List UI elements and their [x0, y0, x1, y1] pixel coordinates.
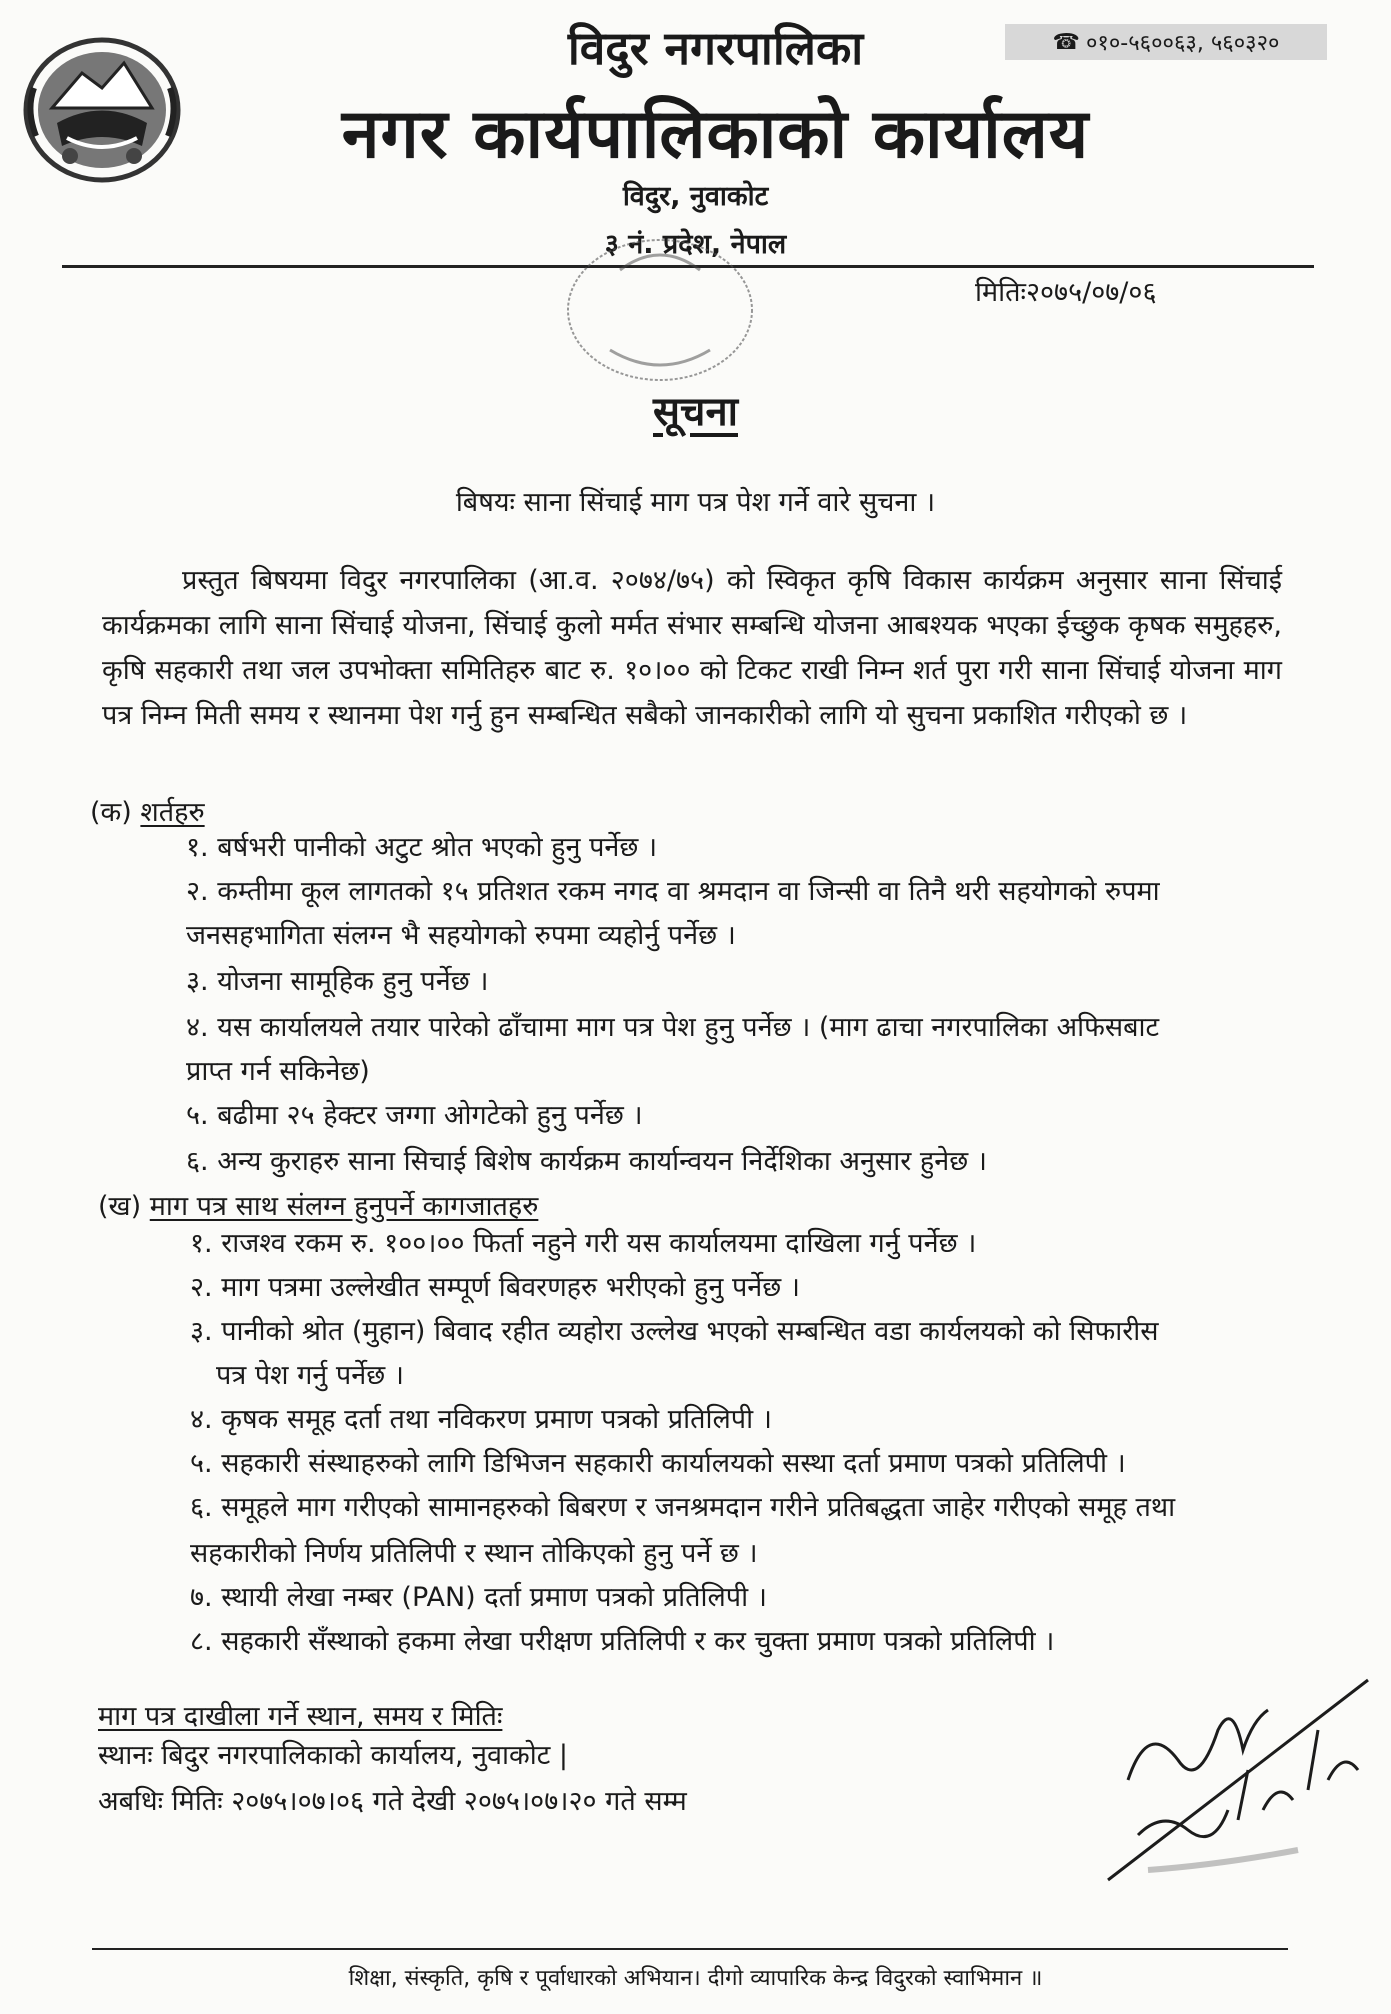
section-b-item: सहकारीको निर्णय प्रतिलिपी र स्थान तोकिएको हुनु पर्ने छ । [190, 1538, 758, 1569]
handwritten-signature [1068, 1660, 1391, 1920]
section-b-item: ३. पानीको श्रोत (मुहान) बिवाद रहीत व्यहोरा उल्लेख भएको सम्बन्धित वडा कार्यलयको को सिफारीस [190, 1316, 1159, 1347]
submission-title: माग पत्र दाखीला गर्ने स्थान, समय र मितिः [98, 1701, 503, 1732]
footer-slogan: शिक्षा, संस्कृति, कृषि र पूर्वाधारको अभियान। दीगो व्यापारिक केन्द्र विदुरको स्वाभिमान ॥ [348, 1966, 1043, 1991]
section-b-item: ७. स्थायी लेखा नम्बर (PAN) दर्ता प्रमाण पत्रको प्रतिलिपी । [190, 1582, 767, 1613]
notice-subject: बिषयः साना सिंचाई माग पत्र पेश गर्ने वारे सुचना । [455, 487, 936, 518]
notice-date: मितिः२०७५/०७/०६ [975, 277, 1157, 308]
section-b-item: २. माग पत्रमा उल्लेखीत सम्पूर्ण बिवरणहरु भरीएको हुनु पर्नेछ । [190, 1272, 801, 1303]
section-b-item: ४. कृषक समूह दर्ता तथा नविकरण प्रमाण पत्रको प्रतिलिपी । [190, 1404, 772, 1435]
office-stamp [560, 230, 760, 390]
address-line-2: ३ नं. प्रदेश, नेपाल [604, 229, 787, 260]
section-a-item: प्राप्त गर्न सकिनेछ) [186, 1056, 370, 1087]
section-b-item: पत्र पेश गर्नु पर्नेछ । [216, 1360, 404, 1391]
address-line-1: विदुर, नुवाकोट [622, 181, 769, 212]
section-a-item: ६. अन्य कुराहरु साना सिचाई बिशेष कार्यक्रम कार्यान्वयन निर्देशिका अनुसार हुनेछ । [186, 1146, 987, 1177]
section-b-marker: (ख) [98, 1191, 142, 1222]
section-a-item: ४. यस कार्यालयले तयार पारेको ढाँचामा माग पत्र पेश हुनु पर्नेछ । (माग ढाचा नगरपालिका अफिसबाट [186, 1012, 1160, 1043]
section-b-item: ५. सहकारी संस्थाहरुको लागि डिभिजन सहकारी कार्यालयको सस्था दर्ता प्रमाण पत्रको प्रतिलिपी । [190, 1448, 1126, 1479]
section-b-heading [98, 1186, 538, 1223]
notice-intro [102, 558, 1282, 738]
submission-heading [98, 1696, 502, 1733]
submission-period: अबधिः मितिः २०७५।०७।०६ गते देखी २०७५।०७।२० गते सम्म [98, 1786, 687, 1817]
notice-title: सूचना [653, 389, 738, 435]
section-b-item: १. राजश्व रकम रु. १००।०० फिर्ता नहुने गरी यस कार्यालयमा दाखिला गर्नु पर्नेछ । [190, 1228, 977, 1259]
office-name: नगर कार्यपालिकाको कार्यालय [341, 95, 1090, 174]
section-b-item: ६. समूहले माग गरीएको सामानहरुको बिबरण र जनश्रमदान गरीने प्रतिबद्धता जाहेर गरीएको समूह तथा [190, 1492, 1176, 1523]
section-a-marker: (क) [90, 797, 132, 828]
footer-divider [92, 1948, 1288, 1950]
phone-icon: ☎ [1052, 29, 1080, 55]
section-a-item: २. कम्तीमा कूल लागतको १५ प्रतिशत रकम नगद वा श्रमदान वा जिन्सी वा तिनै थरी सहयोगको रुपमा [186, 876, 1160, 907]
section-a-item: जनसहभागिता संलग्न भै सहयोगको रुपमा व्यहोर्नु पर्नेछ । [186, 920, 736, 951]
phone-number: ०१०-५६००६३, ५६०३२० [1085, 31, 1280, 56]
submission-place: स्थानः बिदुर नगरपालिकाको कार्यालय, नुवाकोट | [98, 1740, 569, 1771]
section-a-item: ३. योजना सामूहिक हुनु पर्नेछ । [186, 966, 489, 997]
section-a-item: ५. बढीमा २५ हेक्टर जग्गा ओगटेको हुनु पर्नेछ । [186, 1100, 643, 1131]
phone-number-box [1005, 24, 1327, 60]
section-a-heading [90, 792, 205, 829]
section-a-item: १. बर्षभरी पानीको अटुट श्रोत भएको हुनु पर्नेछ । [186, 832, 658, 863]
section-a-title: शर्तहरु [140, 797, 205, 828]
municipality-name: विदुर नगरपालिका [567, 21, 864, 75]
intro-paragraph: प्रस्तुत बिषयमा विदुर नगरपालिका (आ.व. २०७४/७५) को स्विकृत कृषि विकास कार्यक्रम अनुसार साना सिंचाई कार्यक्रमका लागि साना सिंचाई योजना, सिंचाई कुलो मर्मत संभार सम्बन्धि योजना आबश्यक भएका ईच्छुक कृषक समुहहरु, कृषि सहकारी तथा जल उपभोक्ता समितिहरु बाट रु. १०।०० को टिकट राखी निम्न शर्त पुरा गरी साना सिंचाई योजना माग पत्र निम्न मिती समय र स्थानमा पेश गर्नु हुन सम्बन्धित सबैको जानकारीको लागि यो सुचना प्रकाशित गरीएको छ । [102, 565, 1282, 731]
section-b-title: माग पत्र साथ संलग्न हुनुपर्ने कागजातहरु [149, 1191, 539, 1222]
section-b-item: ८. सहकारी सँस्थाको हकमा लेखा परीक्षण प्रतिलिपी र कर चुक्ता प्रमाण पत्रको प्रतिलिपी । [190, 1626, 1055, 1657]
